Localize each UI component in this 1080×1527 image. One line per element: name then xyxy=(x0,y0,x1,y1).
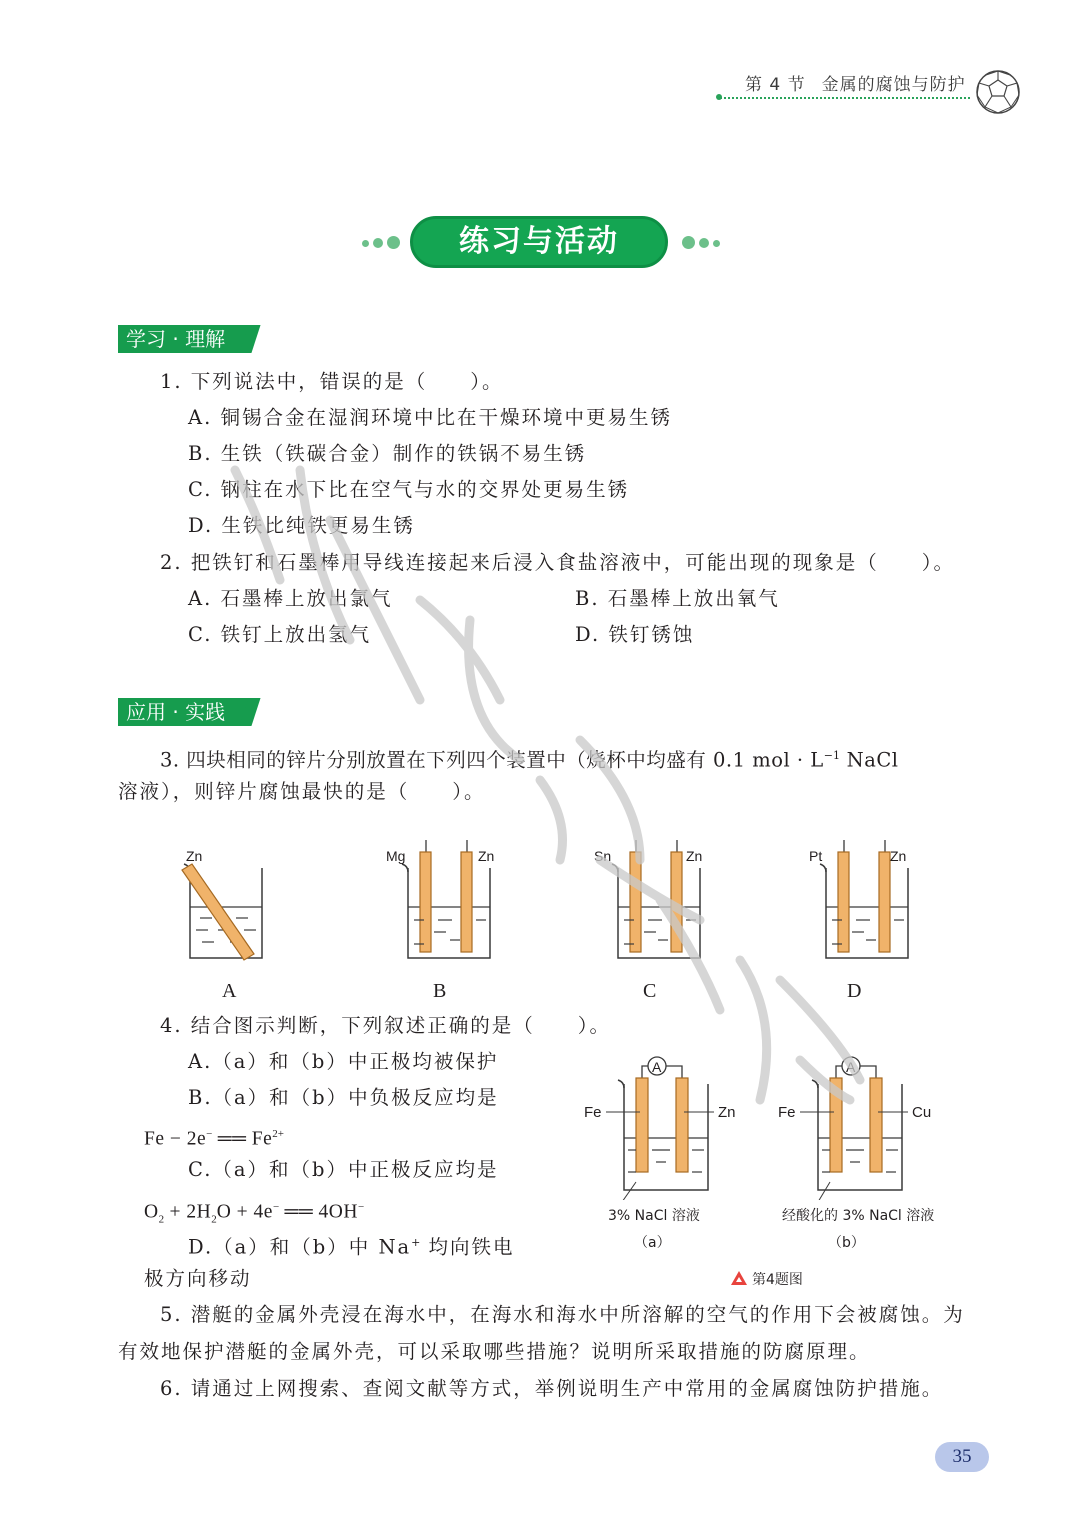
electrode-label: Zn xyxy=(186,848,203,864)
q4-stem: 4. 结合图示判断，下列叙述正确的是（ ）。 xyxy=(160,1014,612,1037)
banner-dot xyxy=(387,236,400,249)
running-header xyxy=(745,70,982,95)
q4-option: B.（a）和（b）中负极反应均是 xyxy=(188,1086,499,1109)
exercise-banner: 练习与活动 xyxy=(410,216,668,268)
figure-label: B xyxy=(433,980,447,1002)
electrode xyxy=(671,852,682,952)
solution-label-a: 3% NaCl 溶液 xyxy=(608,1208,700,1224)
electrode-label: Mg xyxy=(386,848,406,864)
section-tag-apply: 应用 · 实践 xyxy=(118,698,250,726)
q4-option: C.（a）和（b）中正极反应均是 xyxy=(188,1158,499,1181)
q1-option: B. 生铁（铁碳合金）制作的铁锅不易生锈 xyxy=(188,442,587,465)
q6-line1: 6. 请通过上网搜索、查阅文献等方式，举例说明生产中常用的金属腐蚀防护措施。 xyxy=(160,1377,944,1400)
page-number: 35 xyxy=(935,1442,989,1472)
electrode-label: Fe xyxy=(584,1104,602,1121)
electrode-label: Zn xyxy=(890,848,907,864)
figure-label: A xyxy=(222,980,237,1002)
header-divider xyxy=(720,97,970,99)
eq-sup: − xyxy=(206,1128,213,1140)
electrode-label: Fe xyxy=(778,1104,796,1121)
eq-part: ══ 4OH xyxy=(279,1201,358,1223)
q1-stem: 1. 下列说法中，错误的是（ ）。 xyxy=(160,370,504,393)
figure-label: D xyxy=(847,980,862,1002)
electrode xyxy=(420,852,431,952)
electrode-label: Sn xyxy=(594,848,612,864)
q4-option-d xyxy=(188,1230,515,1261)
zinc-strip xyxy=(182,864,254,960)
eq-part: + 2H xyxy=(164,1201,212,1223)
eq-part: O xyxy=(144,1201,159,1223)
q4-equation-b xyxy=(144,1121,284,1153)
q2-option: C. 铁钉上放出氢气 xyxy=(188,623,372,646)
header-section: 第 4 节 xyxy=(745,75,806,95)
q5-line1: 5. 潜艇的金属外壳浸在海水中，在海水和海水中所溶解的空气的作用下会被腐蚀。为 xyxy=(160,1303,965,1326)
q3-text: NaCl xyxy=(839,748,899,772)
triangle-icon xyxy=(730,1270,748,1286)
banner-dot xyxy=(373,238,383,248)
q3-unit-sup: −1 xyxy=(823,749,840,762)
eq-sup: 2+ xyxy=(272,1128,284,1140)
q4-text: 均向铁电 xyxy=(420,1235,515,1259)
q1-option: A. 铜锡合金在湿润环境中比在干燥环境中更易生锈 xyxy=(188,406,672,429)
q3-stem-line1 xyxy=(160,743,899,774)
electrode xyxy=(879,852,890,952)
electrode-label: Zn xyxy=(478,848,495,864)
q3-stem-line2: 溶液），则锌片腐蚀最快的是（ ）。 xyxy=(118,780,486,803)
q3-text: 3. 四块相同的锌片分别放置在下列四个装置中（烧杯中均盛有 0.1 mol · L xyxy=(160,748,824,772)
q4-text: D.（a）和（b）中 Na xyxy=(188,1235,412,1259)
banner-dot xyxy=(682,236,695,249)
electrode-label: Pt xyxy=(809,848,823,864)
q4-sup: + xyxy=(411,1236,421,1249)
figure-label-b: （b） xyxy=(828,1235,865,1251)
q2-option: A. 石墨棒上放出氯气 xyxy=(188,587,393,610)
beaker-a xyxy=(182,864,262,960)
electrode-label: Cu xyxy=(912,1104,932,1121)
header-title: 金属的腐蚀与防护 xyxy=(821,75,966,95)
q4-option: A.（a）和（b）中正极均被保护 xyxy=(188,1050,499,1073)
q2-option: B. 石墨棒上放出氧气 xyxy=(575,587,780,610)
eq-sub: 2 xyxy=(158,1213,165,1226)
electrode-label: Zn xyxy=(718,1104,736,1121)
q5-line2: 有效地保护潜艇的金属外壳，可以采取哪些措施？说明所采取措施的防腐原理。 xyxy=(118,1340,871,1363)
eq-sub: 2 xyxy=(211,1213,217,1226)
cell-b xyxy=(800,1057,908,1200)
banner-dot xyxy=(362,240,369,247)
electrode-label: Zn xyxy=(686,848,703,864)
q4-equation-c xyxy=(144,1194,364,1232)
banner-dot xyxy=(713,240,720,247)
eq-part: O + 4e xyxy=(216,1201,273,1223)
fullerene-icon xyxy=(974,68,1022,116)
figure-label: C xyxy=(643,980,657,1002)
electrode xyxy=(630,852,641,952)
q1-option: C. 钢柱在水下比在空气与水的交界处更易生锈 xyxy=(188,478,630,501)
q3-figures xyxy=(150,840,1010,970)
q2-option: D. 铁钉锈蚀 xyxy=(575,623,695,646)
q1-option: D. 生铁比纯铁更易生锈 xyxy=(188,514,415,537)
ammeter-label: A xyxy=(846,1059,856,1075)
cell-a xyxy=(606,1057,714,1200)
solution-label-b: 经酸化的 3% NaCl 溶液 xyxy=(782,1208,935,1224)
figure-label-a: （a） xyxy=(634,1235,671,1251)
ammeter-label: A xyxy=(652,1059,662,1075)
electrode xyxy=(838,852,849,952)
q4-option-d-cont: 极方向移动 xyxy=(144,1267,252,1290)
section-tag-learn: 学习 · 理解 xyxy=(118,325,250,353)
banner-dot xyxy=(699,238,709,248)
eq-sup: − xyxy=(272,1201,280,1213)
beaker-b xyxy=(402,840,490,958)
eq-part: ══ Fe xyxy=(212,1128,273,1150)
electrode xyxy=(461,852,472,952)
eq-part: Fe − 2e xyxy=(144,1128,207,1150)
figure-caption: 第4题图 xyxy=(752,1272,803,1288)
eq-sup: − xyxy=(357,1201,365,1213)
q2-stem: 2. 把铁钉和石墨棒用导线连接起来后浸入食盐溶液中，可能出现的现象是（ ）。 xyxy=(160,551,956,574)
